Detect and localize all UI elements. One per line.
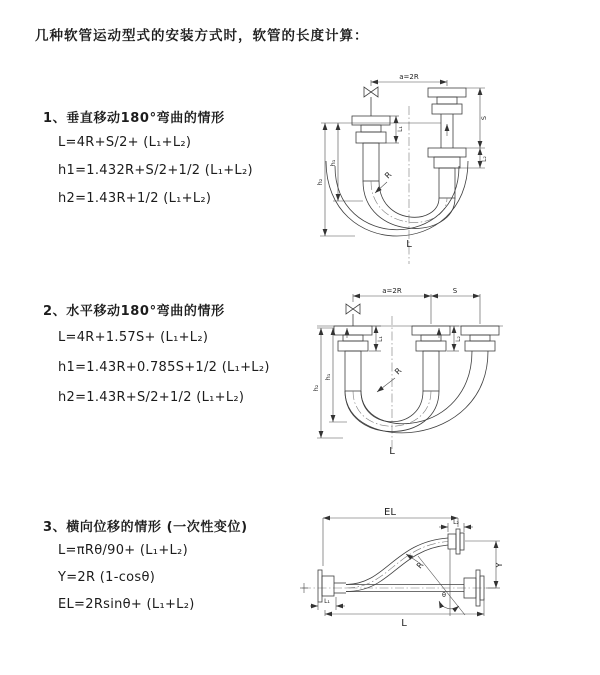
section-1-formula-h1: h1=1.432R+S/2+1/2 (L₁+L₂) [58,163,253,178]
dim-label-L2: L₂ [455,336,462,342]
dim-label-L2: L₂ [453,519,459,526]
dim-L2 [447,326,462,351]
dim-label-L: L [389,446,395,457]
dim-label-theta: θ [442,591,446,599]
diagram-horizontal-180-bend [303,282,598,467]
u-bend-hoses [345,351,488,433]
dim-a2R [353,287,480,324]
displaced-flange [448,529,464,554]
dim-label-L: L [401,618,407,629]
dim-label-L1: L₁ [377,336,384,342]
section-2-formula-h2: h2=1.43R+S/2+1/2 (L₁+L₂) [58,390,245,405]
dim-EL [323,507,458,566]
diagram-lateral-displacement [298,498,598,648]
dim-h1 [317,328,347,422]
dim-label-EL: EL [384,507,396,518]
section-2-formula-L: L=4R+1.57S+ (L₁+L₂) [58,330,209,345]
section-2-heading: 2、水平移动180°弯曲的情形 [43,304,225,319]
dim-label-L: L [406,239,412,250]
angle-construction [418,549,465,616]
dim-L1 [369,326,384,351]
dim-label-L1: L₁ [324,598,330,605]
section-1-formula-L: L=4R+S/2+ (L₁+L₂) [58,135,192,150]
diagram-vertical-180-bend [303,66,593,266]
section-3-formula-EL: EL=2Rsinθ+ (L₁+L₂) [58,597,195,612]
curved-hose [346,538,448,592]
u-bend-hose [326,161,468,236]
dim-S [457,88,488,168]
dim-a2R [371,73,447,86]
dim-h2 [316,123,355,236]
dim-label-h1: h₁ [324,373,332,381]
middle-flange [412,326,450,351]
section-3-heading: 3、横向位移的情形 (一次性变位) [43,520,248,535]
section-1-heading: 1、垂直移动180°弯曲的情形 [43,111,225,126]
dim-label-h2: h₂ [312,384,320,392]
page-title: 几种软管运动型式的安装方式时，软管的长度计算： [35,28,369,44]
dim-label-h2: h₂ [316,178,324,186]
dim-label-a2R: a=2R [382,287,402,295]
left-flange [352,116,390,143]
dim-L [325,598,484,629]
left-flange [318,570,346,602]
dim-Y [465,541,504,588]
section-2-formula-h1: h1=1.43R+0.785S+1/2 (L₁+L₂) [58,360,270,375]
dim-label-S: S [480,115,488,121]
dim-label-h1: h₁ [329,159,337,167]
section-1-formula-h2: h2=1.43R+1/2 (L₁+L₂) [58,191,212,206]
dim-label-R: R [383,170,394,181]
dim-L1 [310,597,345,610]
dim-label-a2R: a=2R [399,73,419,81]
valve-icon [364,87,378,116]
right-flange [461,326,499,351]
dim-label-S: S [452,287,458,295]
valve-icon [346,304,360,326]
dim-label-L1: L₁ [397,126,404,132]
dim-h1 [321,123,447,201]
radius-callout [377,366,404,392]
middle-braided-hose [423,351,439,391]
right-braided-hose [439,168,455,198]
dim-label-L2: L₂ [481,156,488,162]
dim-label-R: R [414,560,426,571]
dim-label-R: R [393,366,404,377]
dim-label-Y: Y [495,562,504,568]
left-braided-hose [363,143,379,181]
left-braided-hose [345,351,361,391]
left-flange [334,326,372,351]
pipe-break-mark [300,583,308,593]
section-3-formula-L: L=πRθ/90+ (L₁+L₂) [58,543,188,558]
section-3-formula-Y: Y=2R (1-cosθ) [58,570,156,585]
dim-L1 [386,116,404,143]
